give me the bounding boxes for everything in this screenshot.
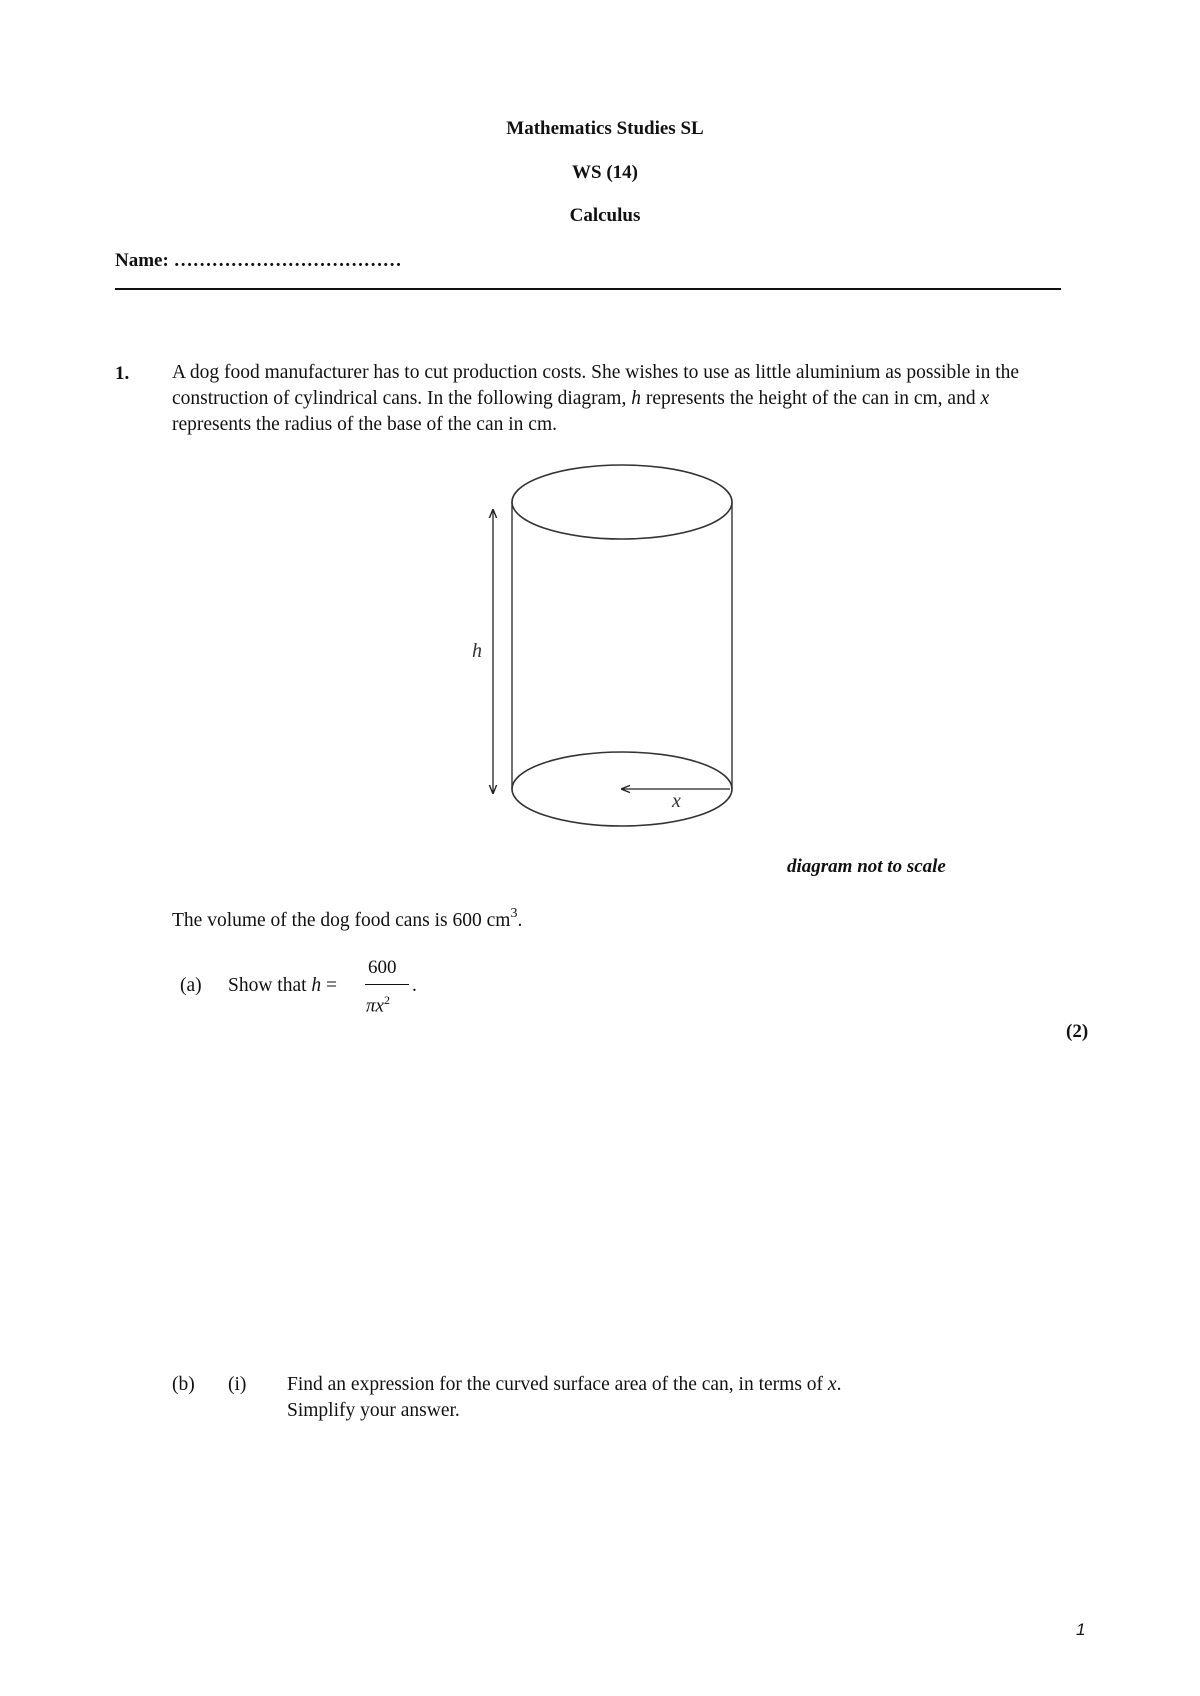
height-label: h [472, 640, 482, 662]
part-b-instruction: Find an expression for the curved surface area of the can, in terms of [287, 1374, 828, 1395]
volume-exponent: 3 [510, 905, 518, 921]
volume-end: . [517, 910, 523, 931]
denominator-exponent: 2 [383, 993, 390, 1007]
volume-statement [172, 905, 523, 932]
part-a-label: (a) [180, 975, 202, 996]
part-a-var-h: h [311, 975, 322, 996]
fraction-denominator [366, 993, 390, 1017]
question-number: 1. [115, 363, 130, 384]
page-number: 1 [1076, 1620, 1086, 1639]
volume-text: The volume of the dog food cans is 600 cm [172, 910, 511, 931]
worksheet-topic: Calculus [569, 205, 641, 226]
name-label: Name: [115, 250, 169, 271]
part-a-instruction: Show that [228, 975, 312, 996]
part-b-line2: Simplify your answer. [287, 1400, 460, 1421]
denominator-base: πx [366, 995, 384, 1017]
worksheet-number: WS (14) [572, 162, 638, 183]
header-divider [115, 288, 1061, 290]
intro-var-h: h [631, 388, 641, 409]
part-b-line1 [287, 1372, 987, 1398]
part-b-label: (b) [172, 1374, 195, 1395]
part-a-marks: (2) [1066, 1021, 1089, 1042]
fraction-bar [365, 984, 409, 985]
part-b-text [287, 1372, 987, 1424]
cylinder-top [512, 465, 732, 539]
worksheet-title: Mathematics Studies SL [506, 118, 704, 139]
name-field [115, 250, 402, 272]
part-b-end: . [836, 1374, 842, 1395]
name-blank: ……………………………… [173, 250, 402, 271]
part-a-text [228, 975, 337, 997]
fraction-numerator: 600 [368, 957, 397, 978]
intro-text-2: represents the height of the can in cm, and [640, 388, 981, 409]
intro-text-3: represents the radius of the base of the can in cm. [172, 414, 557, 435]
diagram-note: diagram not to scale [787, 856, 946, 877]
intro-text-1: A dog food manufacturer has to cut production costs. She wishes to use as little aluminium as possible in the construction of cylindrical cans. In the following diagram, [172, 362, 1020, 409]
question-intro [172, 360, 1072, 438]
fraction-period: . [412, 975, 417, 996]
part-b-var-x: x [827, 1374, 837, 1395]
radius-label: x [672, 790, 681, 812]
cylinder-diagram [460, 455, 760, 835]
intro-var-x: x [980, 388, 990, 409]
part-b-sub-label: (i) [228, 1374, 247, 1395]
part-a-equals: = [321, 975, 338, 996]
